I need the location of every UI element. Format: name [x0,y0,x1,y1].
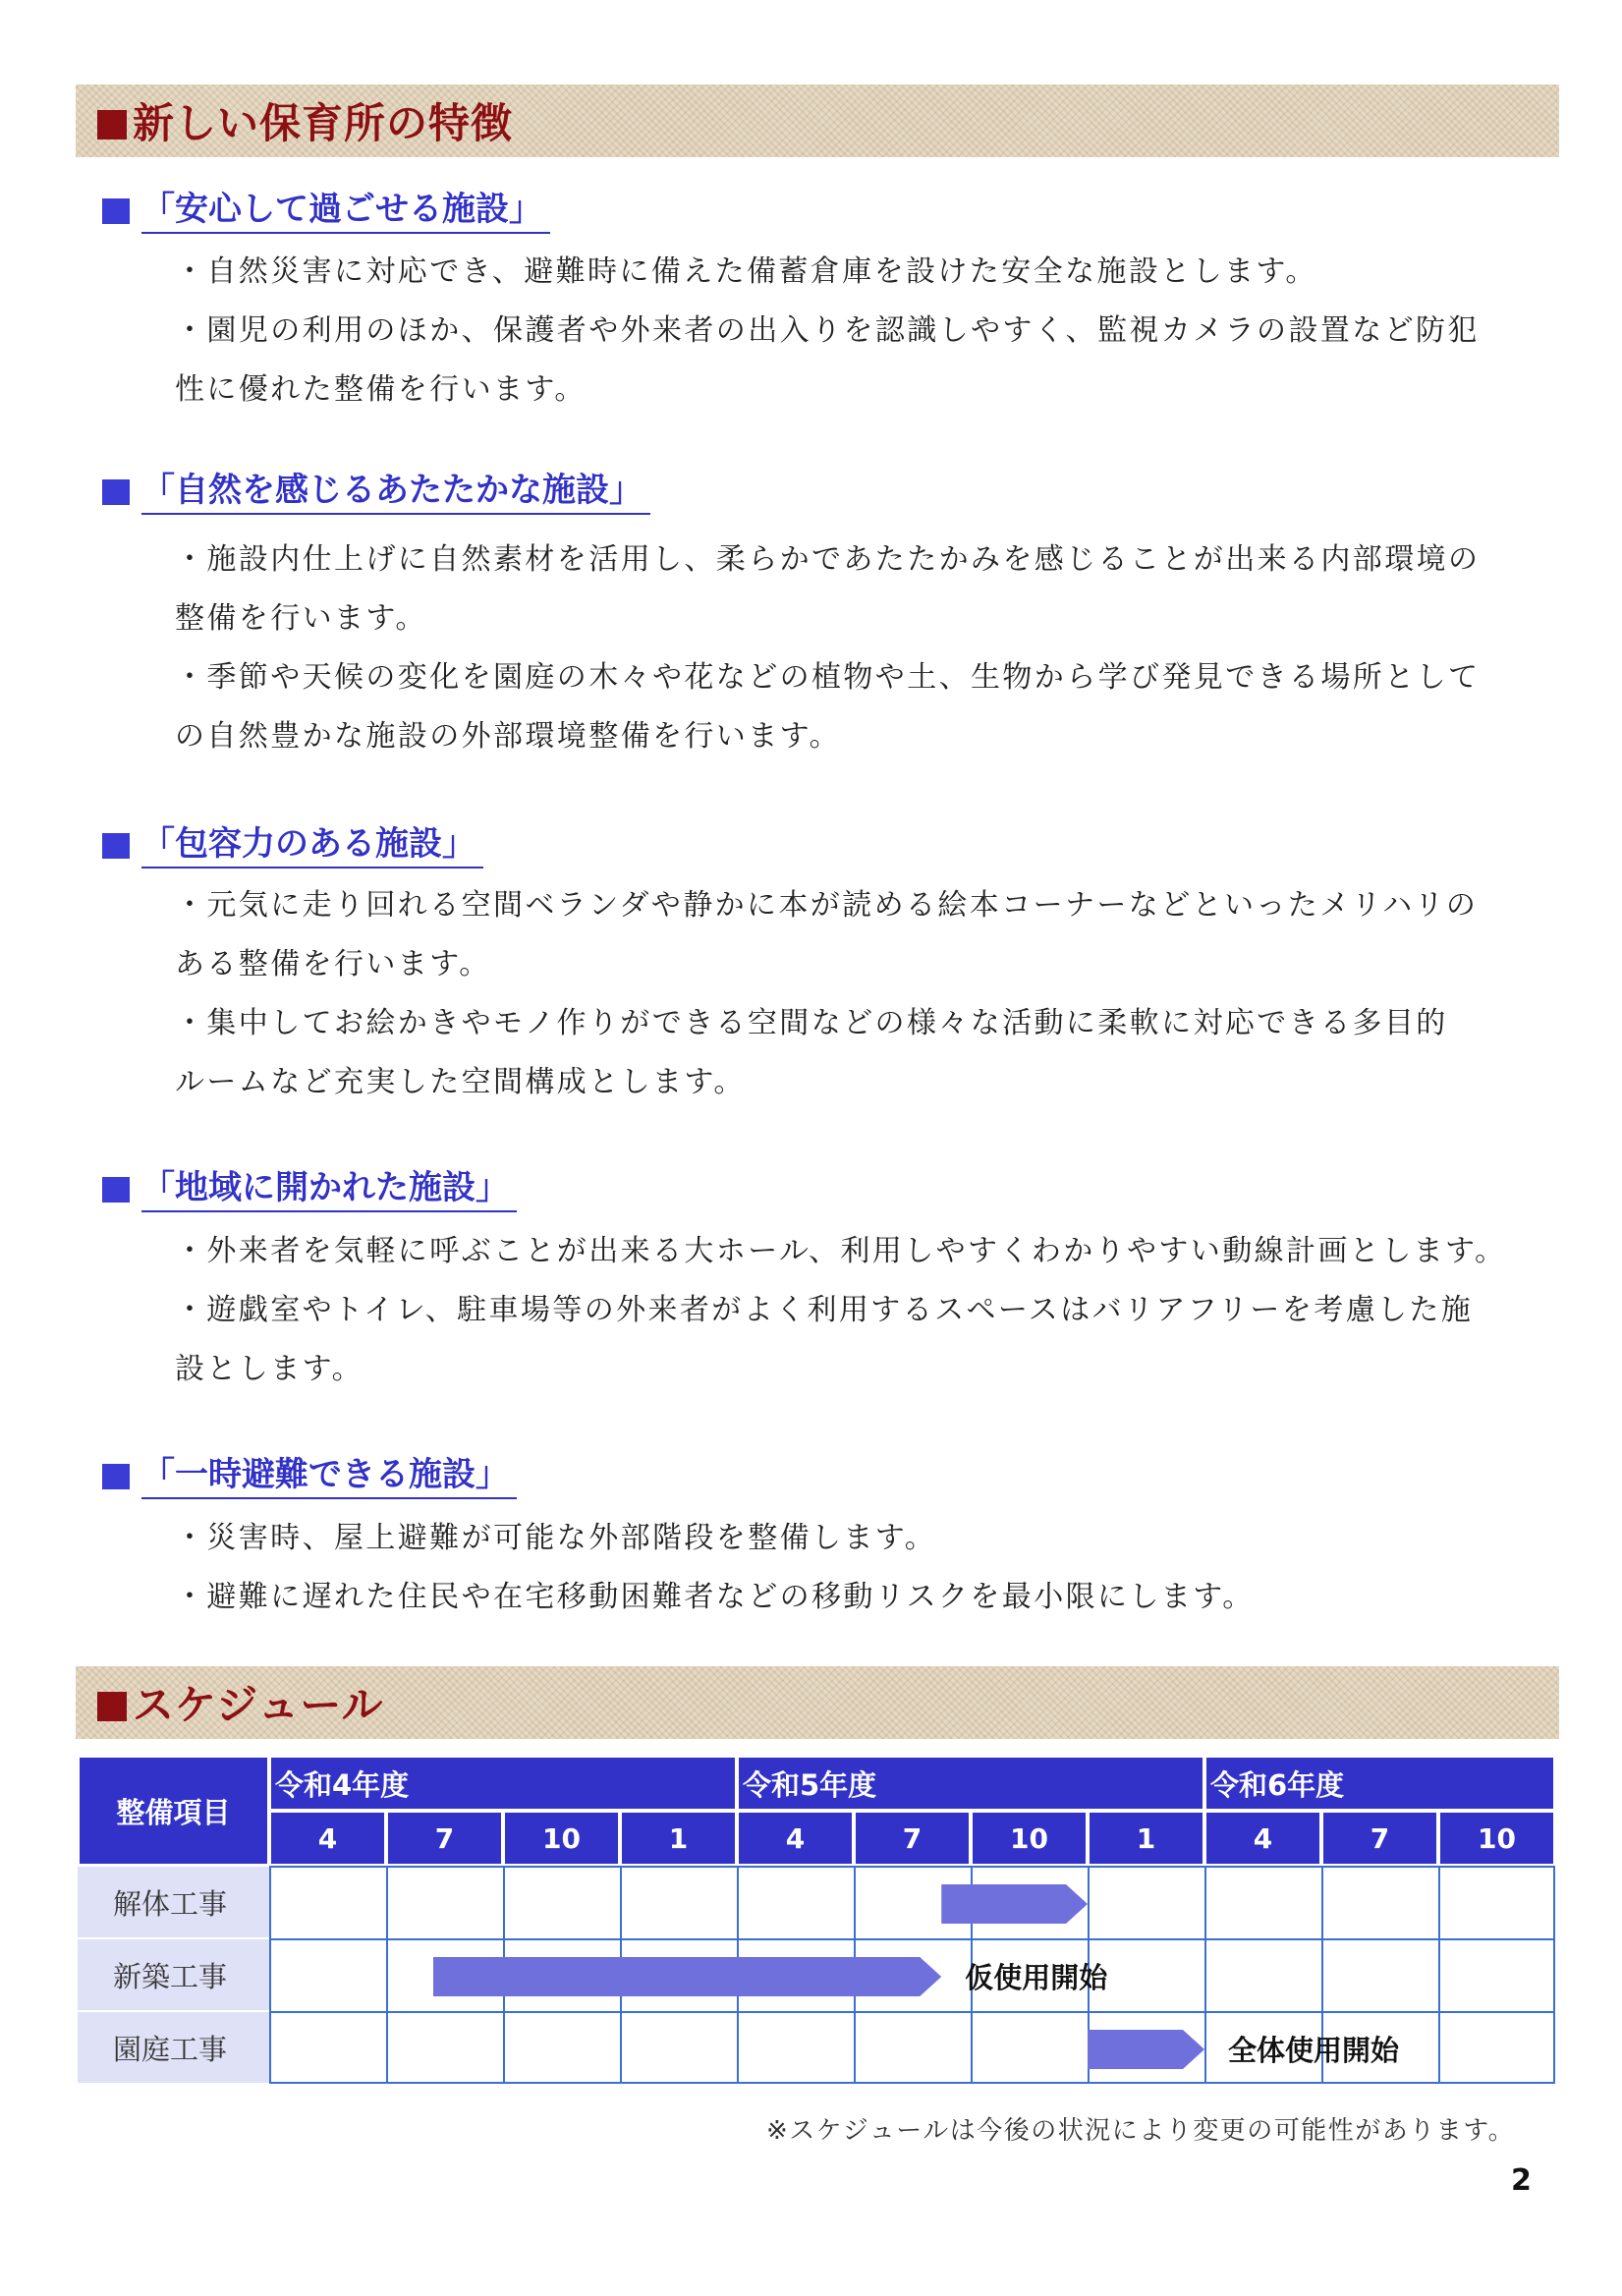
subsection-header-inclusive [102,823,483,868]
schedule-cell [386,1866,503,1938]
body-line: の自然豊かな施設の外部環境整備を行います。 [175,719,841,754]
features-heading-band [76,84,1559,157]
subsection-header-community [102,1167,517,1212]
body-line: ・集中してお絵かきやモノ作りができる空間などの様々な活動に柔軟に対応できる多目的 [175,1006,1448,1040]
schedule-cell [620,1866,737,1938]
subsection-title: 「包容力のある施設」 [141,823,483,868]
subsection-body-inclusive [175,876,1550,1112]
year-header: 令和6年度 [1204,1756,1555,1811]
body-line: 性に優れた整備を行います。 [175,372,587,407]
quarter-header: 10 [971,1811,1088,1866]
subsection-title: 「安心して過ごせる施設」 [141,189,550,234]
body-line: 整備を行います。 [175,601,427,636]
schedule-cell [854,2011,971,2084]
subsection-header-evacuation [102,1454,517,1499]
row-label: 解体工事 [78,1867,269,1937]
schedule-note: ※スケジュールは今後の状況により変更の可能性があります。 [766,2116,1516,2146]
year-header: 令和5年度 [737,1756,1204,1811]
subsection-title: 「地域に開かれた施設」 [141,1167,517,1212]
milestone-label: 全体使用開始 [1228,2034,1400,2067]
body-line: ・外来者を気軽に呼ぶことが出来る大ホール、利用しやすくわかりやすい動線計画とします。 [175,1234,1507,1268]
schedule-cell [503,2011,620,2084]
quarter-header: 1 [620,1811,737,1866]
schedule-cell [1438,2011,1555,2084]
schedule-bar [1088,2030,1204,2069]
subsection-body-safe [175,243,1550,420]
schedule-table [78,1756,1553,2086]
schedule-cell [503,1866,620,1938]
schedule-cell [269,2011,386,2084]
row-label: 園庭工事 [78,2012,269,2083]
subsection-title: 「自然を感じるあたたかな施設」 [141,470,650,515]
body-line: ・季節や天候の変化を園庭の木々や花などの植物や土、生物から学び発見できる場所として [175,660,1481,695]
body-line: ・遊戯室やトイレ、駐車場等の外来者がよく利用するスペースはバリアフリーを考慮した施 [175,1293,1474,1327]
schedule-cell [269,1938,386,2011]
schedule-cell [386,2011,503,2084]
page-number: 2 [1511,2163,1532,2198]
schedule-cell [1088,1866,1204,1938]
schedule-cell [737,1866,854,1938]
square-bullet-icon [102,833,130,859]
body-line: ある整備を行います。 [175,947,491,981]
subsection-header-nature [102,470,650,515]
subsection-body-evacuation [175,1509,1550,1627]
schedule-cell [971,2011,1088,2084]
schedule-bar [433,1957,942,1996]
square-bullet-icon [97,110,127,140]
schedule-cell [1438,1938,1555,2011]
quarter-header: 4 [269,1811,386,1866]
schedule-bar [941,1884,1088,1924]
row-label: 新築工事 [78,1939,269,2010]
features-heading: 新しい保育所の特徴 [133,99,514,147]
quarter-header: 7 [386,1811,503,1866]
schedule-cell [1204,1938,1321,2011]
subsection-body-community [175,1222,1550,1399]
body-line: ・元気に走り回れる空間ベランダや静かに本が読める絵本コーナーなどといったメリハリの [175,888,1479,923]
schedule-cell [1321,1938,1438,2011]
quarter-header: 4 [1204,1811,1321,1866]
item-header: 整備項目 [78,1756,269,1866]
subsection-body-nature [175,531,1550,766]
schedule-heading: スケジュール [133,1681,384,1729]
schedule-cell [1204,1866,1321,1938]
body-line: 設とします。 [175,1352,364,1386]
milestone-label: 仮使用開始 [965,1961,1108,1994]
body-line: ・災害時、屋上避難が可能な外部階段を整備します。 [175,1521,937,1555]
year-header: 令和4年度 [269,1756,737,1811]
quarter-header: 4 [737,1811,854,1866]
square-bullet-icon [102,1464,130,1489]
schedule-cell [620,2011,737,2084]
schedule-cell [1321,1866,1438,1938]
square-bullet-icon [97,1692,127,1721]
quarter-header: 1 [1088,1811,1204,1866]
square-bullet-icon [102,198,130,224]
quarter-header: 7 [1321,1811,1438,1866]
subsection-title: 「一時避難できる施設」 [141,1454,517,1499]
body-line: ・園児の利用のほか、保護者や外来者の出入りを認識しやすく、監視カメラの設置など防犯 [175,313,1480,348]
square-bullet-icon [102,1177,130,1203]
quarter-header: 7 [854,1811,971,1866]
schedule-cell [269,1866,386,1938]
body-line: ルームなど充実した空間構成とします。 [175,1065,746,1099]
square-bullet-icon [102,479,130,505]
schedule-heading-band [76,1666,1559,1739]
quarter-header: 10 [503,1811,620,1866]
body-line: ・自然災害に対応でき、避難時に備えた備蓄倉庫を設けた安全な施設とします。 [175,254,1317,289]
schedule-cell [737,2011,854,2084]
schedule-cell [1438,1866,1555,1938]
body-line: ・避難に遅れた住民や在宅移動困難者などの移動リスクを最小限にします。 [175,1580,1255,1614]
subsection-header-safe [102,189,550,234]
quarter-header: 10 [1438,1811,1555,1866]
body-line: ・施設内仕上げに自然素材を活用し、柔らかであたたかみを感じることが出来る内部環境の [175,542,1481,577]
